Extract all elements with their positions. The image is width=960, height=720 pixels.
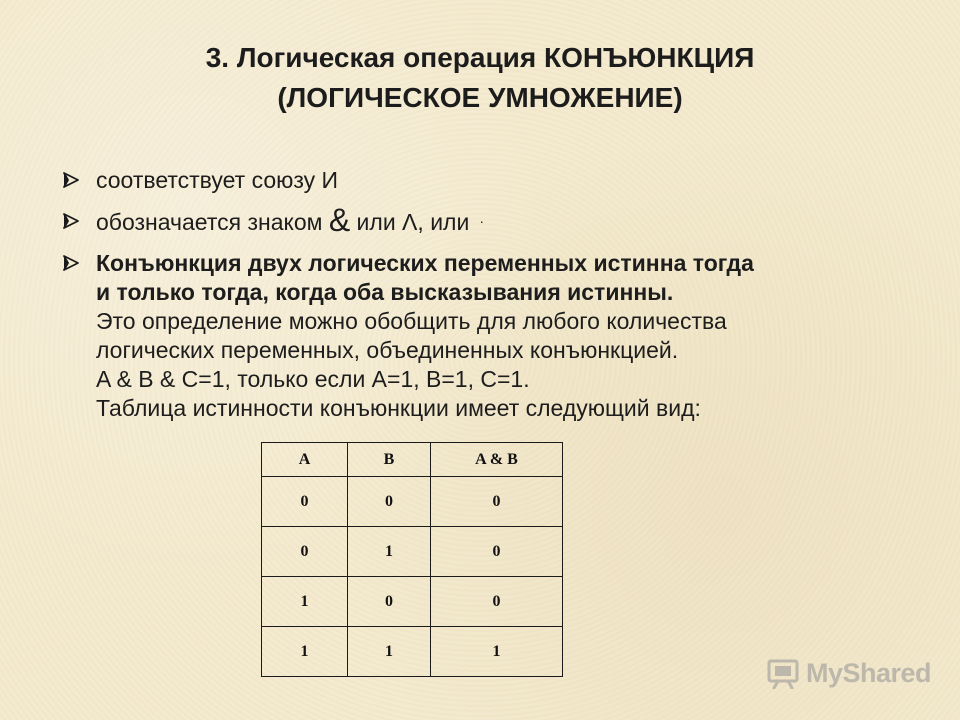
title-line-2: (ЛОГИЧЕСКОЕ УМНОЖЕНИЕ) [277,82,683,113]
dot-symbol: · [479,213,484,229]
table-cell: 1 [431,627,563,677]
slide-title [0,38,960,118]
definition-bold-line-1: Конъюнкция двух логических переменных истинна тогда [96,250,754,276]
table-cell: 0 [431,577,563,627]
definition-line-2: логических переменных, объединенных конъюнкцией. [96,337,679,363]
column-header: A & B [431,443,563,477]
table-cell: 0 [431,477,563,527]
projector-icon [766,657,800,689]
table-cell: 0 [348,477,431,527]
table-cell: 0 [262,477,348,527]
table-header-row [262,443,563,477]
definition-bold-line-2: и только тогда, когда оба высказывания истинны. [96,279,674,305]
title-line-1: 3. Логическая операция КОНЪЮНКЦИЯ [205,42,755,73]
table-cell: 1 [262,627,348,677]
table-row [262,577,563,627]
watermark-text: MyShared [806,657,932,688]
ampersand-symbol: & [328,202,351,238]
arrow-bullet-icon [62,212,80,230]
table-cell: 1 [348,627,431,677]
arrow-bullet-icon [62,171,80,189]
table-row [262,477,563,527]
arrow-bullet-icon [62,254,80,272]
bullet-item-3 [62,249,922,423]
bullet-text: или Λ, или [350,209,470,235]
bullet-item-1 [62,166,922,195]
table-cell: 1 [348,527,431,577]
column-header: A [262,443,348,477]
bullet-list [62,166,922,423]
column-header: B [348,443,431,477]
table-cell: 0 [262,527,348,577]
definition-line-4: Таблица истинности конъюнкции имеет следующий вид: [96,395,701,421]
table-cell: 0 [431,527,563,577]
watermark-logo [766,655,931,691]
table-row [262,527,563,577]
definition-line-1: Это определение можно обобщить для любого количества [96,308,727,334]
table-cell: 0 [348,577,431,627]
bullet-text: обозначается знаком [96,209,329,235]
bullet-item-2 [62,202,922,238]
truth-table [261,442,563,677]
definition-line-3: A & B & C=1, только если A=1, B=1, C=1. [96,366,530,392]
table-cell: 1 [262,577,348,627]
table-row [262,627,563,677]
bullet-text: соответствует союзу И [96,167,339,193]
